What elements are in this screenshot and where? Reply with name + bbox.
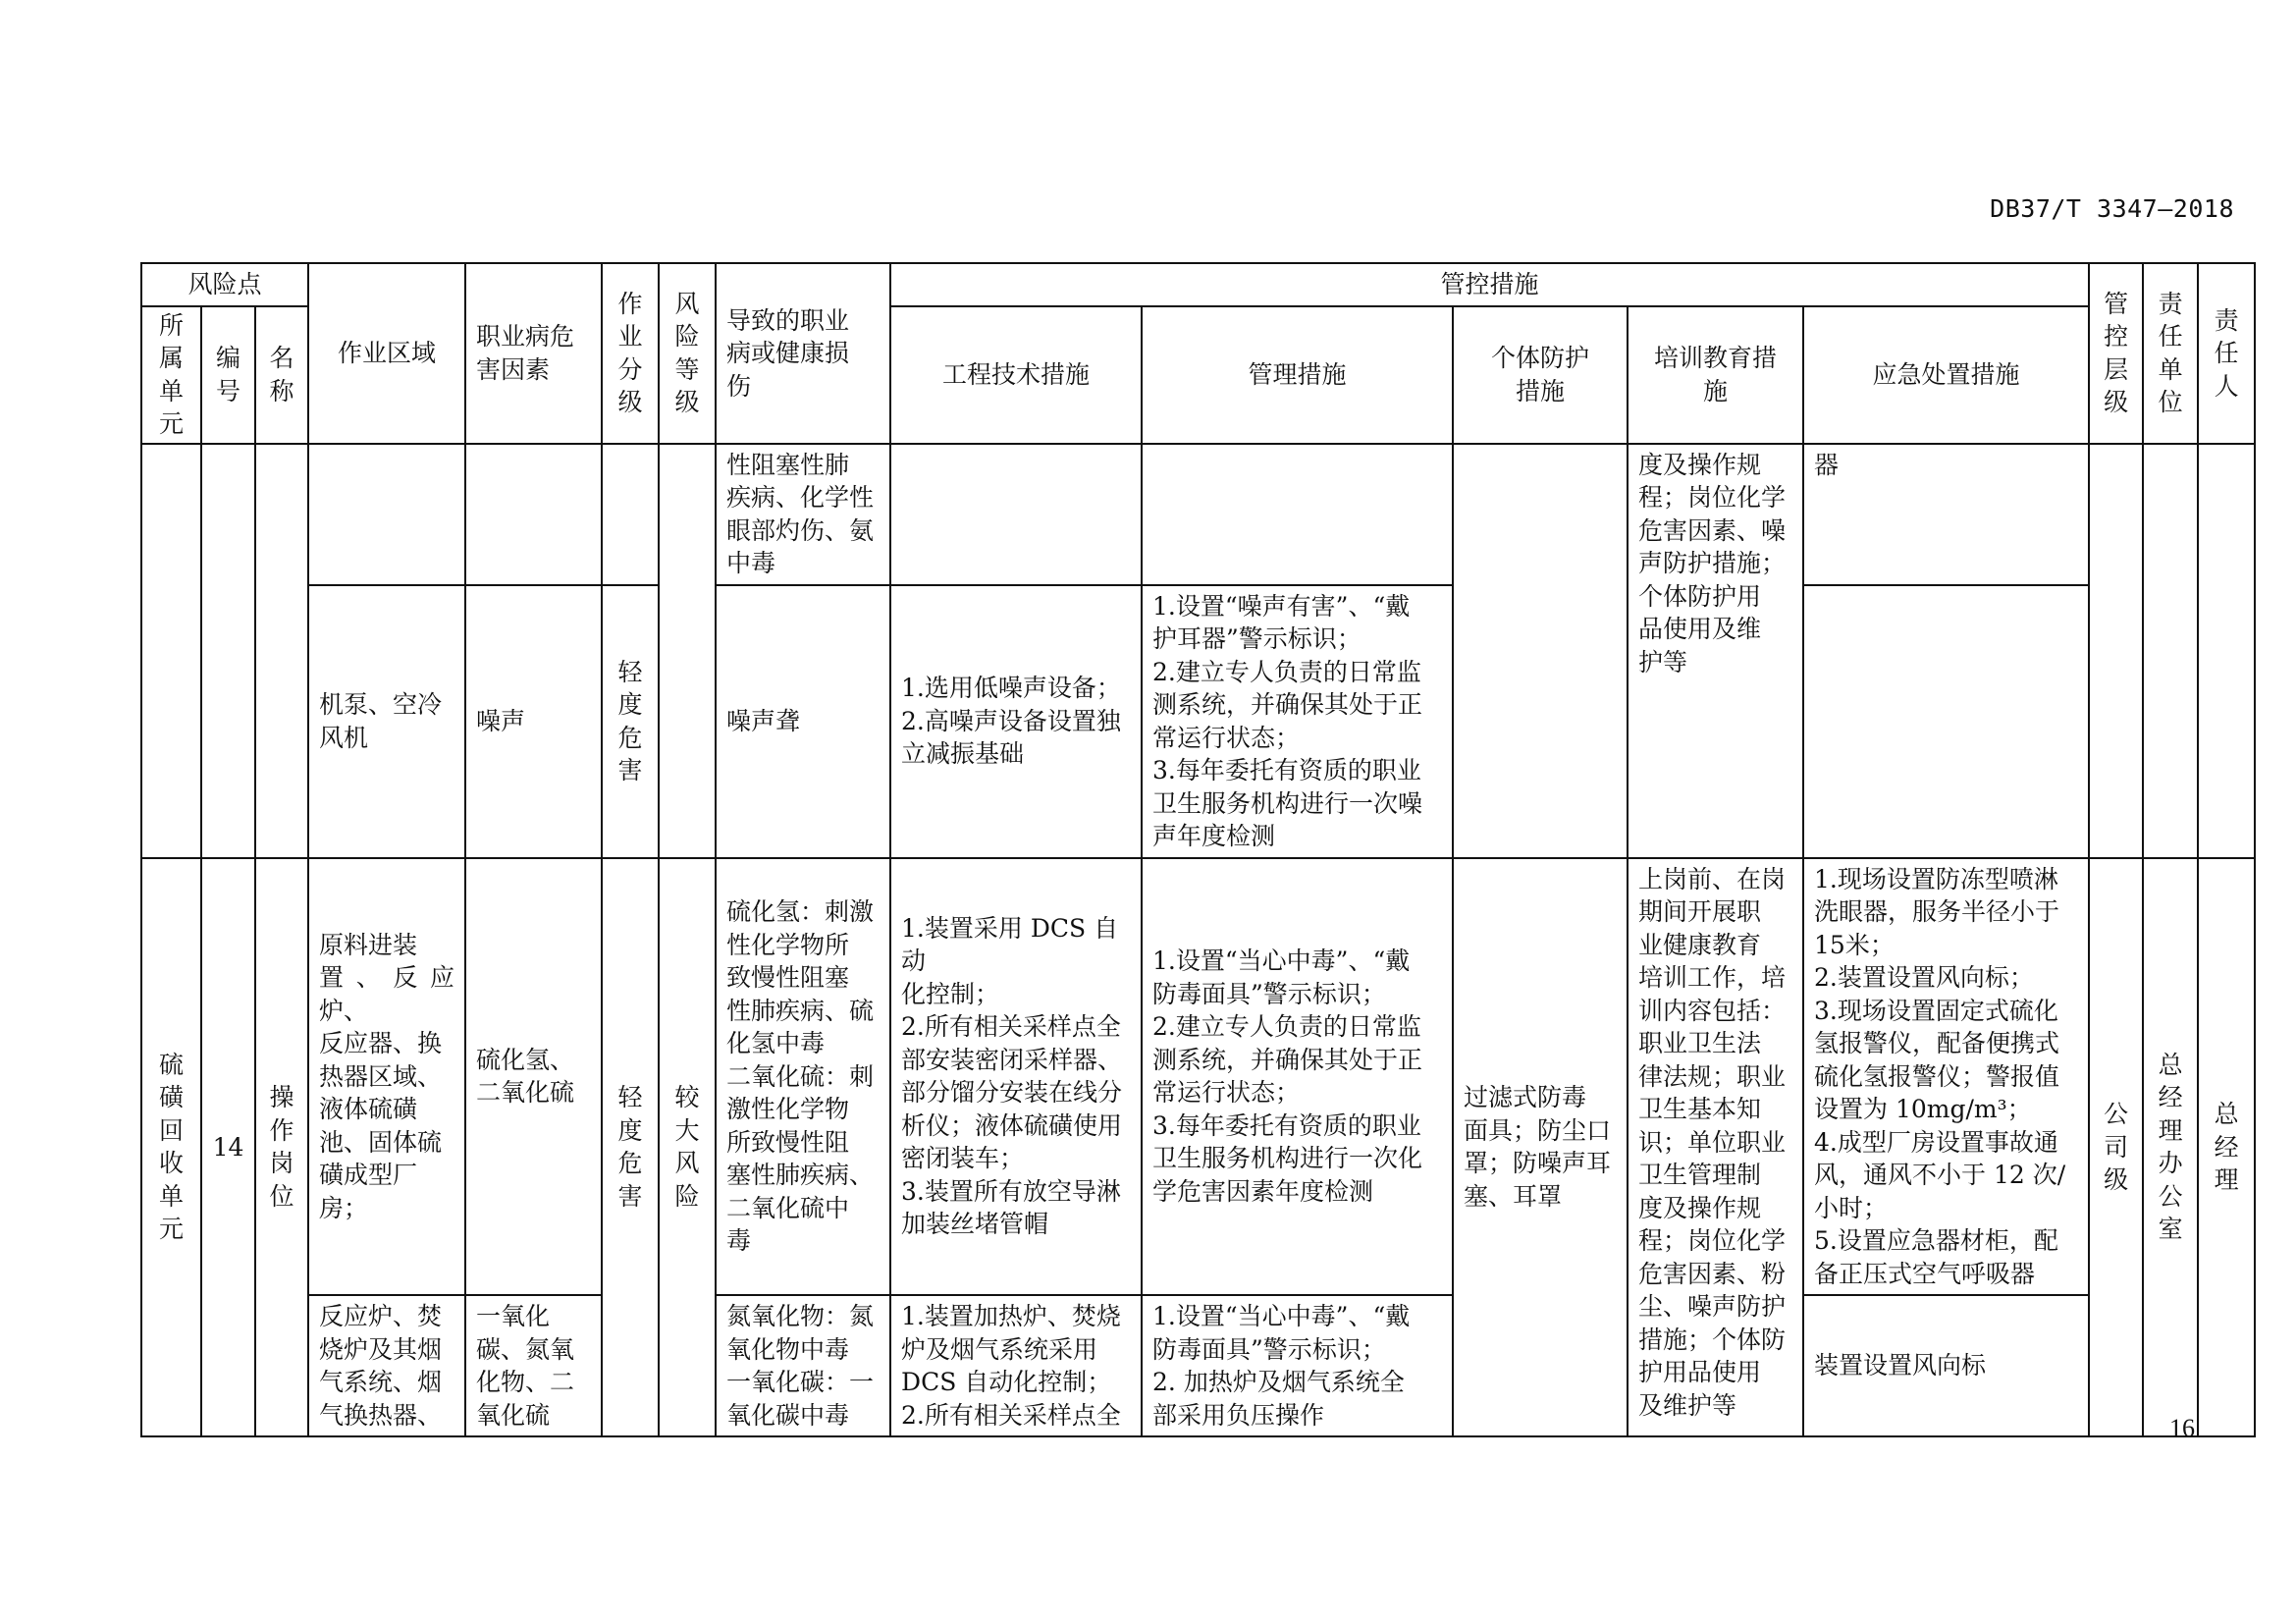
cell-management-cont [1142, 444, 1453, 585]
header-management: 管理措施 [1142, 306, 1453, 444]
page-number: 16 [2169, 1414, 2195, 1442]
header-resp-unit: 责 任 单 位 [2143, 263, 2198, 444]
cell-risk-cont [659, 444, 716, 858]
cell-hazard-sulfur: 硫化氢、 二氧化硫 [465, 858, 602, 1296]
risk-control-table [140, 262, 2256, 1437]
header-control-level: 管 控 层 级 [2089, 263, 2143, 444]
header-unit: 所 属 单 元 [141, 306, 201, 444]
cell-hazard-furnace: 一氧化 碳、氮氧 化物、二 氧化硫 [465, 1295, 602, 1436]
cell-area-noise: 机泵、空冷 风机 [308, 585, 465, 858]
header-number: 编 号 [201, 306, 255, 444]
cell-grade-sulfur: 轻 度 危 害 [602, 858, 659, 1437]
cell-resp-unit: 总 经 理 办 公 室 [2143, 858, 2198, 1437]
cell-emergency-sulfur: 1.现场设置防冻型喷淋 洗眼器，服务半径小于 15米； 2.装置设置风向标； 3.现场设置固定式硫化 氢报警仪，配备便携式 硫化氢报警仪；警报值 设置为 10mg/m³； 4.成型厂房设置事故通 风，通风不小于 12 次/ 小时； 5.设置应急器材柜，配 备正压式空气呼吸器 [1803, 858, 2089, 1296]
cell-number: 14 [201, 858, 255, 1437]
header-emergency: 应急处置措施 [1803, 306, 2089, 444]
cell-area-cont [308, 444, 465, 585]
cell-disease-noise: 噪声聋 [716, 585, 890, 858]
cell-management-noise: 1.设置“噪声有害”、“戴 护耳器”警示标识； 2.建立专人负责的日常监 测系统，并确保其处于正 常运行状态； 3.每年委托有资质的职业 卫生服务机构进行一次噪 声年度检测 [1142, 585, 1453, 858]
cell-emergency-noise [1803, 585, 2089, 858]
cell-grade-cont [602, 444, 659, 585]
cell-engineering-furnace: 1.装置加热炉、焚烧 炉及烟气系统采用 DCS 自动化控制； 2.所有相关采样点全 [890, 1295, 1142, 1436]
header-name: 名 称 [255, 306, 308, 444]
cell-disease-sulfur: 硫化氢：刺激 性化学物所 致慢性阻塞 性肺疾病、硫 化氢中毒 二氧化硫：刺 激性化学物 所致慢性阻 塞性肺疾病、 二氧化硫中 毒 [716, 858, 890, 1296]
cell-training-sulfur: 上岗前、在岗 期间开展职 业健康教育 培训工作，培 训内容包括： 职业卫生法 律法规；职业 卫生基本知 识；单位职业 卫生管理制 度及操作规 程；岗位化学 危害因素、粉 尘、噪声防护 措施；个体防 护用品使用 及维护等 [1628, 858, 1803, 1437]
cell-name-cont [255, 444, 308, 858]
header-resp-person: 责 任 人 [2198, 263, 2255, 444]
cell-resp-unit-cont [2143, 444, 2198, 858]
header-risk-point: 风险点 [141, 263, 308, 306]
cell-control-level-cont [2089, 444, 2143, 858]
cell-management-furnace: 1.设置“当心中毒”、“戴 防毒面具”警示标识； 2. 加热炉及烟气系统全 部采用负压操作 [1142, 1295, 1453, 1436]
cell-risk-sulfur: 较 大 风 险 [659, 858, 716, 1437]
cell-resp-person: 总 经 理 [2198, 858, 2255, 1437]
cell-grade-noise: 轻 度 危 害 [602, 585, 659, 858]
cell-engineering-sulfur: 1.装置采用 DCS 自动 化控制； 2.所有相关采样点全 部安装密闭采样器、 部分馏分安装在线分 析仪；液体硫磺使用 密闭装车； 3.装置所有放空导淋 加装丝堵管帽 [890, 858, 1142, 1296]
cell-ppe-sulfur: 过滤式防毒 面具；防尘口 罩；防噪声耳 塞、耳罩 [1453, 858, 1628, 1437]
header-risk-level: 风 险 等 级 [659, 263, 716, 444]
header-hazard-factors: 职业病危 害因素 [465, 263, 602, 444]
cell-disease-cont: 性阻塞性肺 疾病、化学性 眼部灼伤、氨 中毒 [716, 444, 890, 585]
header-engineering: 工程技术措施 [890, 306, 1142, 444]
cell-disease-furnace: 氮氧化物：氮 氧化物中毒 一氧化碳：一 氧化碳中毒 [716, 1295, 890, 1436]
header-controls: 管控措施 [890, 263, 2089, 306]
cell-engineering-noise: 1.选用低噪声设备； 2.高噪声设备设置独 立减振基础 [890, 585, 1142, 858]
cell-unit: 硫 磺 回 收 单 元 [141, 858, 201, 1437]
cell-hazard-noise: 噪声 [465, 585, 602, 858]
cell-unit-cont [141, 444, 201, 858]
cell-engineering-cont [890, 444, 1142, 585]
cell-emergency-furnace: 装置设置风向标 [1803, 1295, 2089, 1436]
cell-resp-person-cont [2198, 444, 2255, 858]
header-work-grade: 作 业 分 级 [602, 263, 659, 444]
cell-area-furnace: 反应炉、焚 烧炉及其烟 气系统、烟 气换热器、 [308, 1295, 465, 1436]
header-ppe: 个体防护 措施 [1453, 306, 1628, 444]
cell-emergency-cont: 器 [1803, 444, 2089, 585]
cell-number-cont [201, 444, 255, 858]
cell-ppe-cont [1453, 444, 1628, 858]
cell-control-level: 公 司 级 [2089, 858, 2143, 1437]
cell-training-cont: 度及操作规 程；岗位化学 危害因素、噪 声防护措施； 个体防护用 品使用及维 护等 [1628, 444, 1803, 858]
header-work-area: 作业区域 [308, 263, 465, 444]
cell-area-sulfur: 原料进装 置、反应炉、 反应器、换 热器区域、 液体硫磺 池、固体硫 磺成型厂 房； [308, 858, 465, 1296]
header-training: 培训教育措 施 [1628, 306, 1803, 444]
cell-name: 操 作 岗 位 [255, 858, 308, 1437]
document-code: DB37/T 3347—2018 [1990, 194, 2234, 223]
cell-management-sulfur: 1.设置“当心中毒”、“戴 防毒面具”警示标识； 2.建立专人负责的日常监 测系统，并确保其处于正 常运行状态； 3.每年委托有资质的职业 卫生服务机构进行一次化 学危害因素年度检测 [1142, 858, 1453, 1296]
header-disease: 导致的职业 病或健康损 伤 [716, 263, 890, 444]
cell-hazard-cont [465, 444, 602, 585]
